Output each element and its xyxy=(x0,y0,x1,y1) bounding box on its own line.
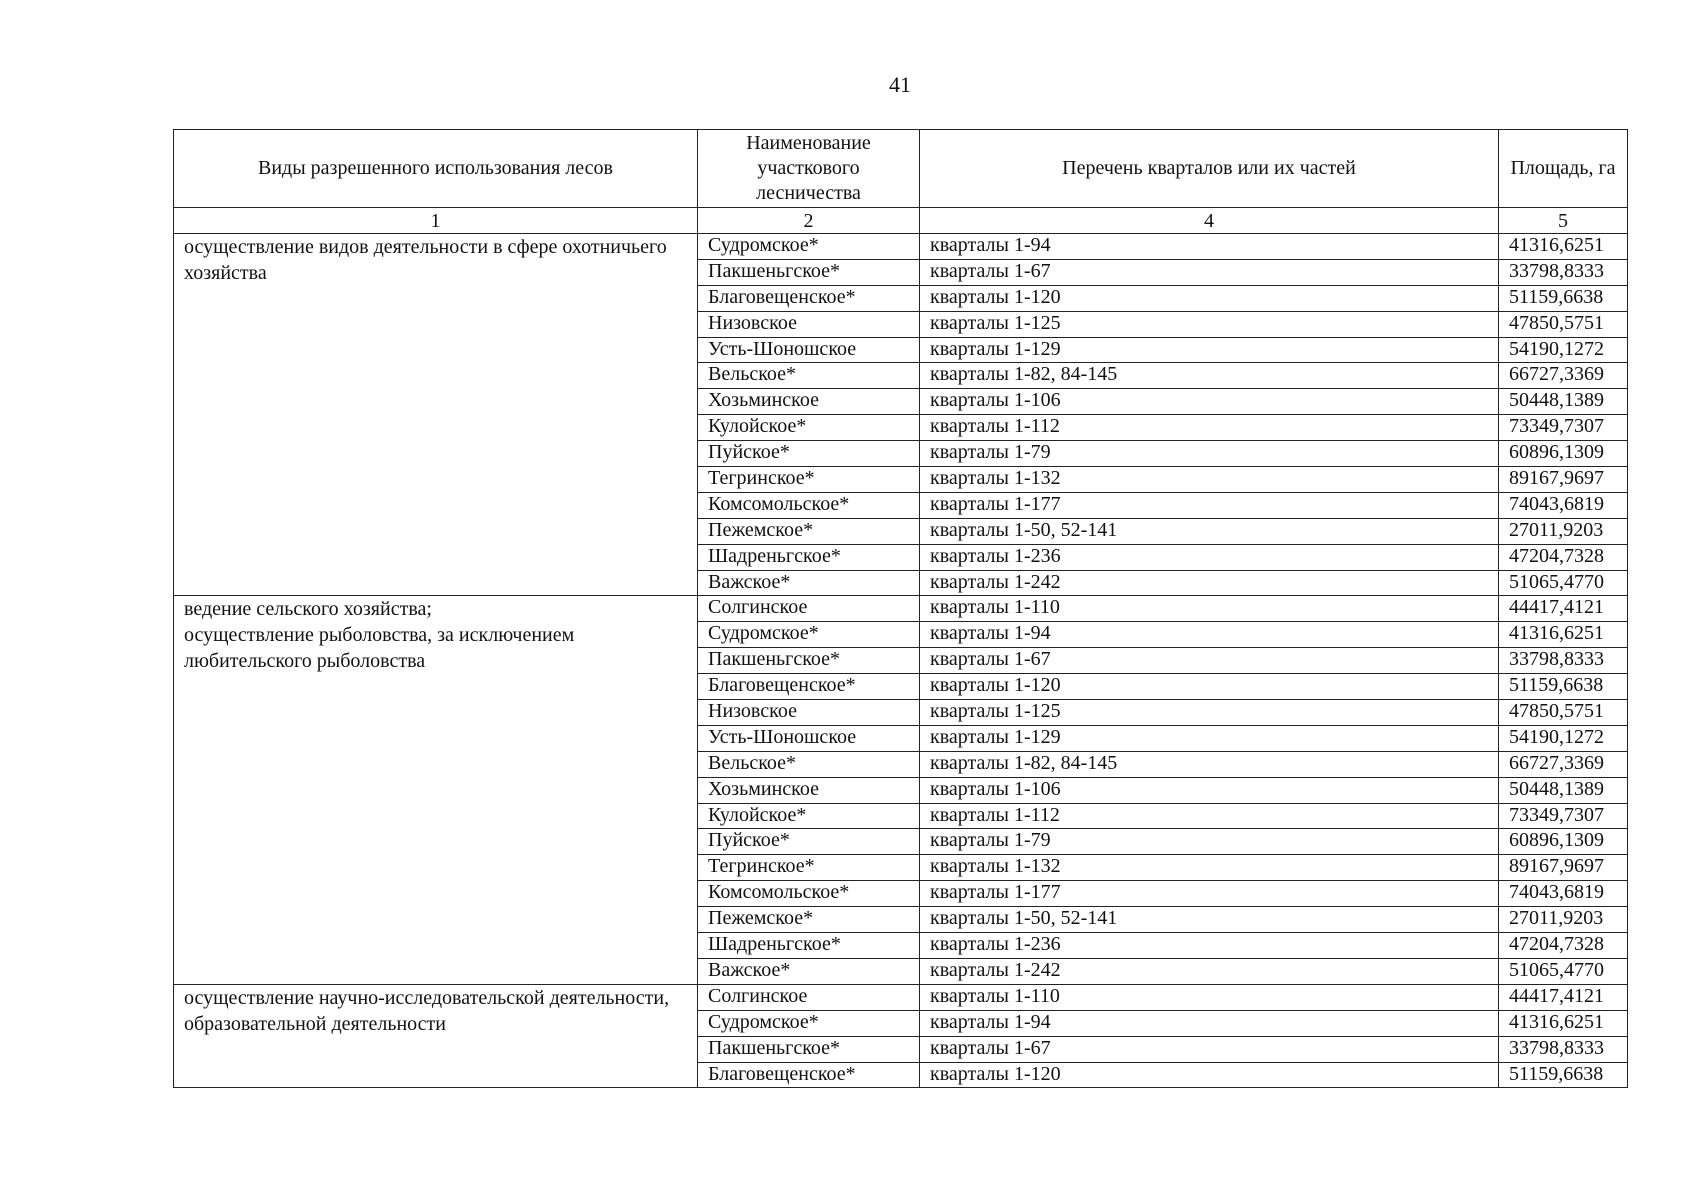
table-row xyxy=(174,596,1628,622)
table-header-row xyxy=(174,130,1628,208)
use-type-text: осуществление научно-исследовательской деятельности, образовательной деятельности xyxy=(184,986,670,1035)
quarters-cell: кварталы 1-50, 52-141 xyxy=(920,518,1499,544)
forestry-name-cell: Шадреньгское* xyxy=(698,544,920,570)
quarters-cell: кварталы 1-67 xyxy=(920,259,1499,285)
forestry-name-cell: Кулойское* xyxy=(698,415,920,441)
area-cell: 47850,5751 xyxy=(1499,700,1628,726)
area-cell: 89167,9697 xyxy=(1499,855,1628,881)
quarters-cell: кварталы 1-82, 84-145 xyxy=(920,751,1499,777)
forestry-name-cell: Хозьминское xyxy=(698,777,920,803)
forestry-name-cell: Солгинское xyxy=(698,596,920,622)
forestry-name-cell: Комсомольское* xyxy=(698,492,920,518)
use-type-cell xyxy=(174,234,698,596)
table-body xyxy=(174,234,1628,1088)
table-row xyxy=(174,984,1628,1010)
area-cell: 51159,6638 xyxy=(1499,1062,1628,1088)
quarters-cell: кварталы 1-110 xyxy=(920,984,1499,1010)
forestry-name-cell: Пуйское* xyxy=(698,441,920,467)
column-number: 1 xyxy=(174,208,698,234)
quarters-cell: кварталы 1-129 xyxy=(920,337,1499,363)
area-cell: 44417,4121 xyxy=(1499,596,1628,622)
forestry-name-cell: Низовское xyxy=(698,700,920,726)
header-use-types: Виды разрешенного использования лесов xyxy=(174,130,698,208)
quarters-cell: кварталы 1-177 xyxy=(920,492,1499,518)
area-cell: 44417,4121 xyxy=(1499,984,1628,1010)
quarters-cell: кварталы 1-132 xyxy=(920,467,1499,493)
quarters-cell: кварталы 1-106 xyxy=(920,777,1499,803)
use-type-cell xyxy=(174,596,698,984)
area-cell: 50448,1389 xyxy=(1499,777,1628,803)
area-cell: 51159,6638 xyxy=(1499,285,1628,311)
quarters-cell: кварталы 1-120 xyxy=(920,1062,1499,1088)
area-cell: 89167,9697 xyxy=(1499,467,1628,493)
use-type-text: ведение сельского хозяйства; xyxy=(184,598,432,621)
forestry-name-cell: Судромское* xyxy=(698,1010,920,1036)
area-cell: 74043,6819 xyxy=(1499,492,1628,518)
forestry-name-cell: Важское* xyxy=(698,958,920,984)
forestry-name-cell: Благовещенское* xyxy=(698,674,920,700)
area-cell: 41316,6251 xyxy=(1499,234,1628,260)
quarters-cell: кварталы 1-120 xyxy=(920,285,1499,311)
forestry-name-cell: Вельское* xyxy=(698,363,920,389)
forestry-name-cell: Судромское* xyxy=(698,234,920,260)
column-number: 2 xyxy=(698,208,920,234)
forestry-name-cell: Усть-Шоношское xyxy=(698,725,920,751)
quarters-cell: кварталы 1-242 xyxy=(920,570,1499,596)
area-cell: 54190,1272 xyxy=(1499,337,1628,363)
use-type-text: осуществление видов деятельности в сфере охотничьего хозяйства xyxy=(184,236,667,284)
table-row xyxy=(174,234,1628,260)
forestry-name-cell: Пакшеньгское* xyxy=(698,1036,920,1062)
area-cell: 27011,9203 xyxy=(1499,518,1628,544)
quarters-cell: кварталы 1-110 xyxy=(920,596,1499,622)
quarters-cell: кварталы 1-67 xyxy=(920,648,1499,674)
header-quarters-list: Перечень кварталов или их частей xyxy=(920,130,1499,208)
quarters-cell: кварталы 1-236 xyxy=(920,544,1499,570)
forestry-name-cell: Тегринское* xyxy=(698,467,920,493)
forestry-name-cell: Вельское* xyxy=(698,751,920,777)
area-cell: 47204,7328 xyxy=(1499,933,1628,959)
quarters-cell: кварталы 1-125 xyxy=(920,311,1499,337)
header-area: Площадь, га xyxy=(1499,130,1628,208)
forestry-name-cell: Пежемское* xyxy=(698,518,920,544)
area-cell: 60896,1309 xyxy=(1499,829,1628,855)
table-column-numbers-row xyxy=(174,208,1628,234)
area-cell: 47850,5751 xyxy=(1499,311,1628,337)
area-cell: 27011,9203 xyxy=(1499,907,1628,933)
area-cell: 51159,6638 xyxy=(1499,674,1628,700)
area-cell: 41316,6251 xyxy=(1499,622,1628,648)
area-cell: 33798,8333 xyxy=(1499,648,1628,674)
forestry-name-cell: Хозьминское xyxy=(698,389,920,415)
quarters-cell: кварталы 1-112 xyxy=(920,415,1499,441)
area-cell: 73349,7307 xyxy=(1499,803,1628,829)
quarters-cell: кварталы 1-120 xyxy=(920,674,1499,700)
quarters-cell: кварталы 1-236 xyxy=(920,933,1499,959)
quarters-cell: кварталы 1-106 xyxy=(920,389,1499,415)
use-type-cell xyxy=(174,984,698,1088)
forestry-name-cell: Важское* xyxy=(698,570,920,596)
forestry-name-cell: Кулойское* xyxy=(698,803,920,829)
column-number: 5 xyxy=(1499,208,1628,234)
quarters-cell: кварталы 1-94 xyxy=(920,622,1499,648)
use-type-text: осуществление рыболовства, за исключением любительского рыболовства xyxy=(184,624,575,673)
forestry-name-cell: Усть-Шоношское xyxy=(698,337,920,363)
area-cell: 66727,3369 xyxy=(1499,751,1628,777)
area-cell: 60896,1309 xyxy=(1499,441,1628,467)
area-cell: 47204,7328 xyxy=(1499,544,1628,570)
forestry-name-cell: Низовское xyxy=(698,311,920,337)
quarters-cell: кварталы 1-132 xyxy=(920,855,1499,881)
quarters-cell: кварталы 1-94 xyxy=(920,234,1499,260)
forestry-name-cell: Благовещенское* xyxy=(698,285,920,311)
quarters-cell: кварталы 1-129 xyxy=(920,725,1499,751)
forestry-name-cell: Пуйское* xyxy=(698,829,920,855)
quarters-cell: кварталы 1-177 xyxy=(920,881,1499,907)
area-cell: 51065,4770 xyxy=(1499,570,1628,596)
quarters-cell: кварталы 1-79 xyxy=(920,829,1499,855)
forestry-name-cell: Тегринское* xyxy=(698,855,920,881)
area-cell: 33798,8333 xyxy=(1499,259,1628,285)
area-cell: 73349,7307 xyxy=(1499,415,1628,441)
quarters-cell: кварталы 1-50, 52-141 xyxy=(920,907,1499,933)
area-cell: 74043,6819 xyxy=(1499,881,1628,907)
quarters-cell: кварталы 1-94 xyxy=(920,1010,1499,1036)
forestry-name-cell: Пакшеньгское* xyxy=(698,259,920,285)
forestry-name-cell: Шадреньгское* xyxy=(698,933,920,959)
area-cell: 41316,6251 xyxy=(1499,1010,1628,1036)
area-cell: 54190,1272 xyxy=(1499,725,1628,751)
column-number: 4 xyxy=(920,208,1499,234)
forestry-name-cell: Судромское* xyxy=(698,622,920,648)
quarters-cell: кварталы 1-82, 84-145 xyxy=(920,363,1499,389)
area-cell: 66727,3369 xyxy=(1499,363,1628,389)
area-cell: 51065,4770 xyxy=(1499,958,1628,984)
forest-use-table xyxy=(173,129,1628,1088)
quarters-cell: кварталы 1-67 xyxy=(920,1036,1499,1062)
area-cell: 33798,8333 xyxy=(1499,1036,1628,1062)
quarters-cell: кварталы 1-242 xyxy=(920,958,1499,984)
forestry-name-cell: Пакшеньгское* xyxy=(698,648,920,674)
quarters-cell: кварталы 1-112 xyxy=(920,803,1499,829)
forestry-name-cell: Благовещенское* xyxy=(698,1062,920,1088)
forestry-name-cell: Пежемское* xyxy=(698,907,920,933)
area-cell: 50448,1389 xyxy=(1499,389,1628,415)
quarters-cell: кварталы 1-79 xyxy=(920,441,1499,467)
forestry-name-cell: Комсомольское* xyxy=(698,881,920,907)
page-number: 41 xyxy=(889,72,911,97)
quarters-cell: кварталы 1-125 xyxy=(920,700,1499,726)
header-forestry-name: Наименование участкового лесничества xyxy=(698,130,920,208)
forestry-name-cell: Солгинское xyxy=(698,984,920,1010)
